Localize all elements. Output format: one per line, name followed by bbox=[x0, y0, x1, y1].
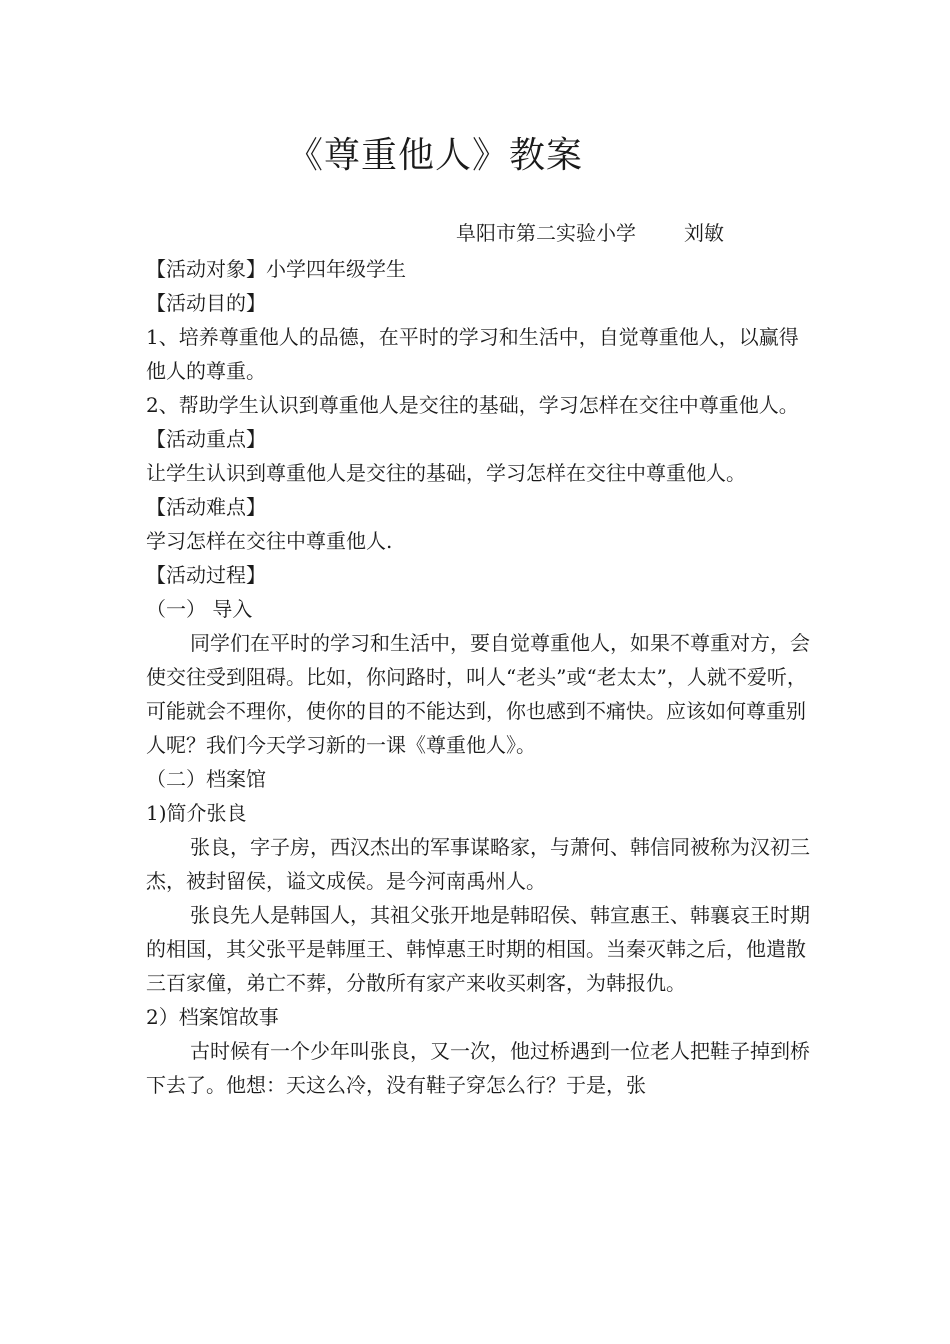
story-paragraph: 古时候有一个少年叫张良，又一次，他过桥遇到一位老人把鞋子掉到桥下去了。他想：天这么冷，没有鞋子穿怎么行？于是，张 bbox=[146, 1039, 810, 1097]
zhangliang-family-paragraph: 张良先人是韩国人，其祖父张开地是韩昭侯、韩宣惠王、韩襄哀王时期的相国，其父张平是韩厘王、韩悼惠王时期的相国。当秦灭韩之后，他遣散三百家僮，弟亡不葬，分散所有家产来收买刺客，为韩报仇。 bbox=[146, 903, 810, 995]
author-line bbox=[456, 216, 724, 250]
subsection-archive: （二）档案馆 bbox=[146, 767, 266, 791]
key-point-text: 让学生认识到尊重他人是交往的基础，学习怎样在交往中尊重他人。 bbox=[146, 461, 746, 485]
document-body bbox=[146, 252, 816, 1102]
purpose-item-2: 2、帮助学生认识到尊重他人是交往的基础，学习怎样在交往中尊重他人。 bbox=[146, 393, 799, 417]
author-school: 阜阳市第二实验小学 bbox=[456, 221, 636, 245]
difficulty-text: 学习怎样在交往中尊重他人. bbox=[146, 529, 393, 553]
intro-paragraph: 同学们在平时的学习和生活中，要自觉尊重他人，如果不尊重对方，会使交往受到阻碍。比如，你问路时，叫人“老头”或“老太太”，人就不爱听，可能就会不理你，使你的目的不能达到，你也感到不痛快。应该如何尊重别人呢？我们今天学习新的一课《尊重他人》。 bbox=[146, 631, 810, 757]
section-heading-target: 【活动对象】小学四年级学生 bbox=[146, 257, 406, 281]
author-name: 刘敏 bbox=[684, 221, 724, 245]
document-title: 《尊重他人》教案 bbox=[286, 135, 583, 176]
section-heading-difficulty: 【活动难点】 bbox=[146, 495, 266, 519]
archive-item-1-heading: 1)简介张良 bbox=[146, 801, 247, 825]
zhangliang-intro-paragraph: 张良，字子房，西汉杰出的军事谋略家，与萧何、韩信同被称为汉初三杰，被封留侯，谥文成侯。是今河南禹州人。 bbox=[146, 835, 810, 893]
section-heading-purpose: 【活动目的】 bbox=[146, 291, 266, 315]
purpose-item-1: 1、培养尊重他人的品德，在平时的学习和生活中，自觉尊重他人，以赢得他人的尊重。 bbox=[146, 325, 799, 383]
subsection-intro: （一） 导入 bbox=[146, 597, 253, 621]
archive-item-2-heading: 2）档案馆故事 bbox=[146, 1005, 279, 1029]
section-heading-key-point: 【活动重点】 bbox=[146, 427, 266, 451]
section-heading-process: 【活动过程】 bbox=[146, 563, 266, 587]
